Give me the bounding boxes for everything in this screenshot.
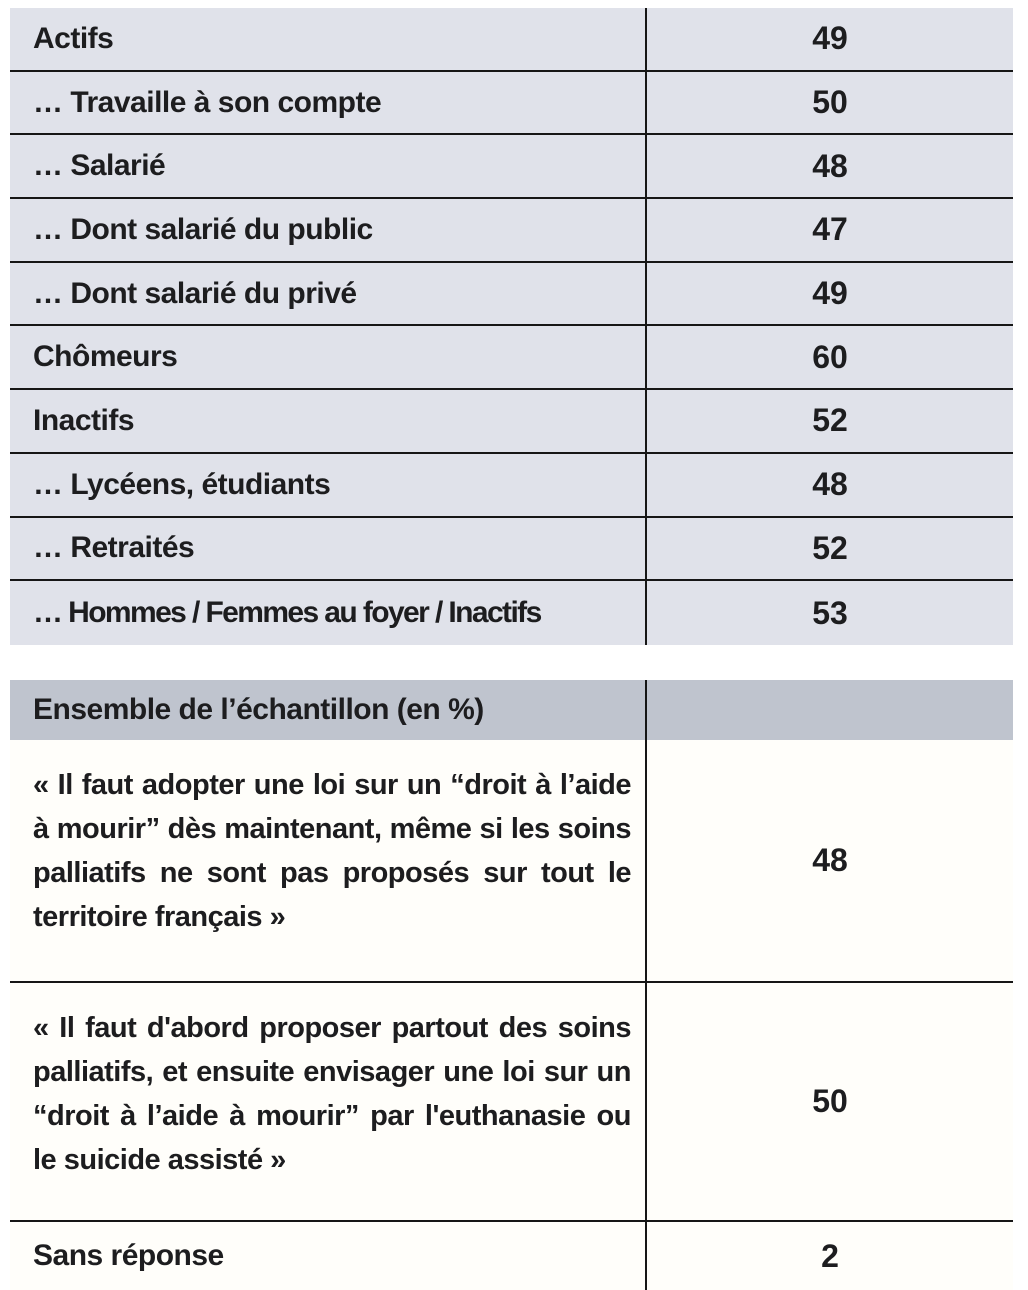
row-label: … Lycéens, étudiants [33, 467, 331, 501]
row-value: 47 [645, 199, 1013, 261]
table-row-salarie-prive [10, 263, 1013, 327]
table-header-value-cell [645, 680, 1013, 740]
row-label: … Dont salarié du privé [33, 276, 357, 310]
table-row-salarie [10, 135, 1013, 199]
row-value: 2 [645, 1222, 1013, 1290]
row-value: 52 [645, 518, 1013, 580]
row-label: Actifs [33, 21, 114, 55]
row-label: … Hommes / Femmes au foyer / Inactifs [33, 596, 541, 630]
row-value: 52 [645, 390, 1013, 452]
table-row-travaille-a-son-compte [10, 72, 1013, 136]
table-row-quote-adopter-loi [10, 740, 1013, 983]
row-label: « Il faut d'abord proposer partout des soins palliatifs, et ensuite envisager une loi sur un “droit à l’aide à mourir” par l'euthanasie ou le suicide assisté » [33, 1012, 631, 1176]
row-label: Chômeurs [33, 340, 178, 374]
row-label: … Salarié [33, 149, 166, 183]
table-row-sans-reponse [10, 1222, 1013, 1290]
table-row-salarie-public [10, 199, 1013, 263]
row-label: … Travaille à son compte [33, 85, 382, 119]
table-header-row [10, 680, 1013, 740]
table-row-retraites [10, 518, 1013, 582]
table-row-quote-soins-palliatifs [10, 983, 1013, 1222]
row-value: 53 [645, 581, 1013, 645]
row-label: … Dont salarié du public [33, 212, 373, 246]
table-row-chomeurs [10, 326, 1013, 390]
row-value: 48 [645, 135, 1013, 197]
summary-table [10, 680, 1013, 1290]
row-value: 50 [645, 72, 1013, 134]
table-row-actifs [10, 8, 1013, 72]
row-value: 48 [645, 454, 1013, 516]
row-value: 49 [645, 8, 1013, 70]
table-row-inactifs [10, 390, 1013, 454]
row-value: 48 [645, 740, 1013, 981]
row-value: 49 [645, 263, 1013, 325]
demographics-table [10, 8, 1013, 645]
row-label: … Retraités [33, 531, 195, 565]
row-label: Inactifs [33, 403, 135, 437]
table-header-title: Ensemble de l’échantillon (en %) [33, 693, 484, 726]
row-value: 60 [645, 326, 1013, 388]
row-label: Sans réponse [33, 1239, 224, 1272]
row-label: « Il faut adopter une loi sur un “droit à l’aide à mourir” dès maintenant, même si les soins palliatifs ne sont pas proposés sur tout le territoire français » [33, 769, 631, 933]
table-row-lyceens-etudiants [10, 454, 1013, 518]
row-value: 50 [645, 983, 1013, 1220]
table-row-hommes-femmes-au-foyer [10, 581, 1013, 645]
